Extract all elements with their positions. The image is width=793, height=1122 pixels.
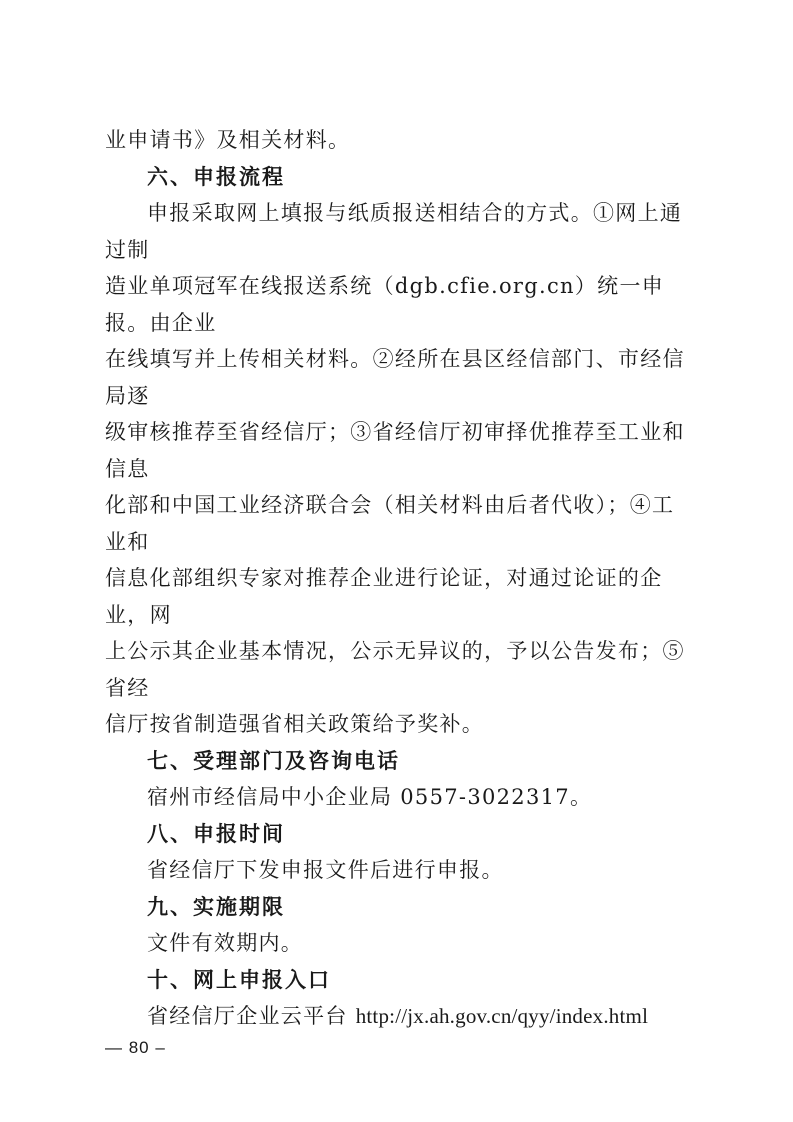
document-body [105,122,695,1035]
section-10-prefix: 省经信厅企业云平台 [147,1004,348,1028]
section-6-line: 信息化部组织专家对推荐企业进行论证，对通过论证的企业，网 [105,566,663,627]
section-10-heading: 十、网上申报入口 [147,967,331,992]
section-9-body: 文件有效期内。 [147,931,304,955]
section-7-body: 宿州市经信局中小企业局 0557-3022317。 [147,785,593,809]
section-6-line: 造业单项冠军在线报送系统（dgb.cfie.org.cn）统一申报。由企业 [105,274,665,335]
continuation-paragraph: 业申请书》及相关材料。 [105,128,351,152]
section-8-heading: 八、申报时间 [147,821,285,846]
section-6-line: 信厅按省制造强省相关政策给予奖补。 [105,712,485,736]
section-6-line: 级审核推荐至省经信厅；③省经信厅初审择优推荐至工业和信息 [105,420,685,481]
section-10-body [105,998,695,1035]
section-6-line: 化部和中国工业经济联合会（相关材料由后者代收）；④工业和 [105,493,675,554]
declaration-portal-link[interactable]: http://jx.ah.gov.cn/qyy/index.html [355,1004,649,1028]
section-6-line: 上公示其企业基本情况，公示无异议的，予以公告发布；⑤省经 [105,639,685,700]
section-8-body: 省经信厅下发申报文件后进行申报。 [147,858,504,882]
page-number: — 80 – [105,1038,166,1057]
section-6-body [105,195,695,743]
section-9-heading: 九、实施期限 [147,894,285,919]
section-6-line: 申报采取网上填报与纸质报送相结合的方式。①网上通过制 [105,201,683,262]
section-6-heading: 六、申报流程 [147,164,285,189]
section-7-heading: 七、受理部门及咨询电话 [147,748,400,773]
section-6-line: 在线填写并上传相关材料。②经所在县区经信部门、市经信局逐 [105,347,685,408]
